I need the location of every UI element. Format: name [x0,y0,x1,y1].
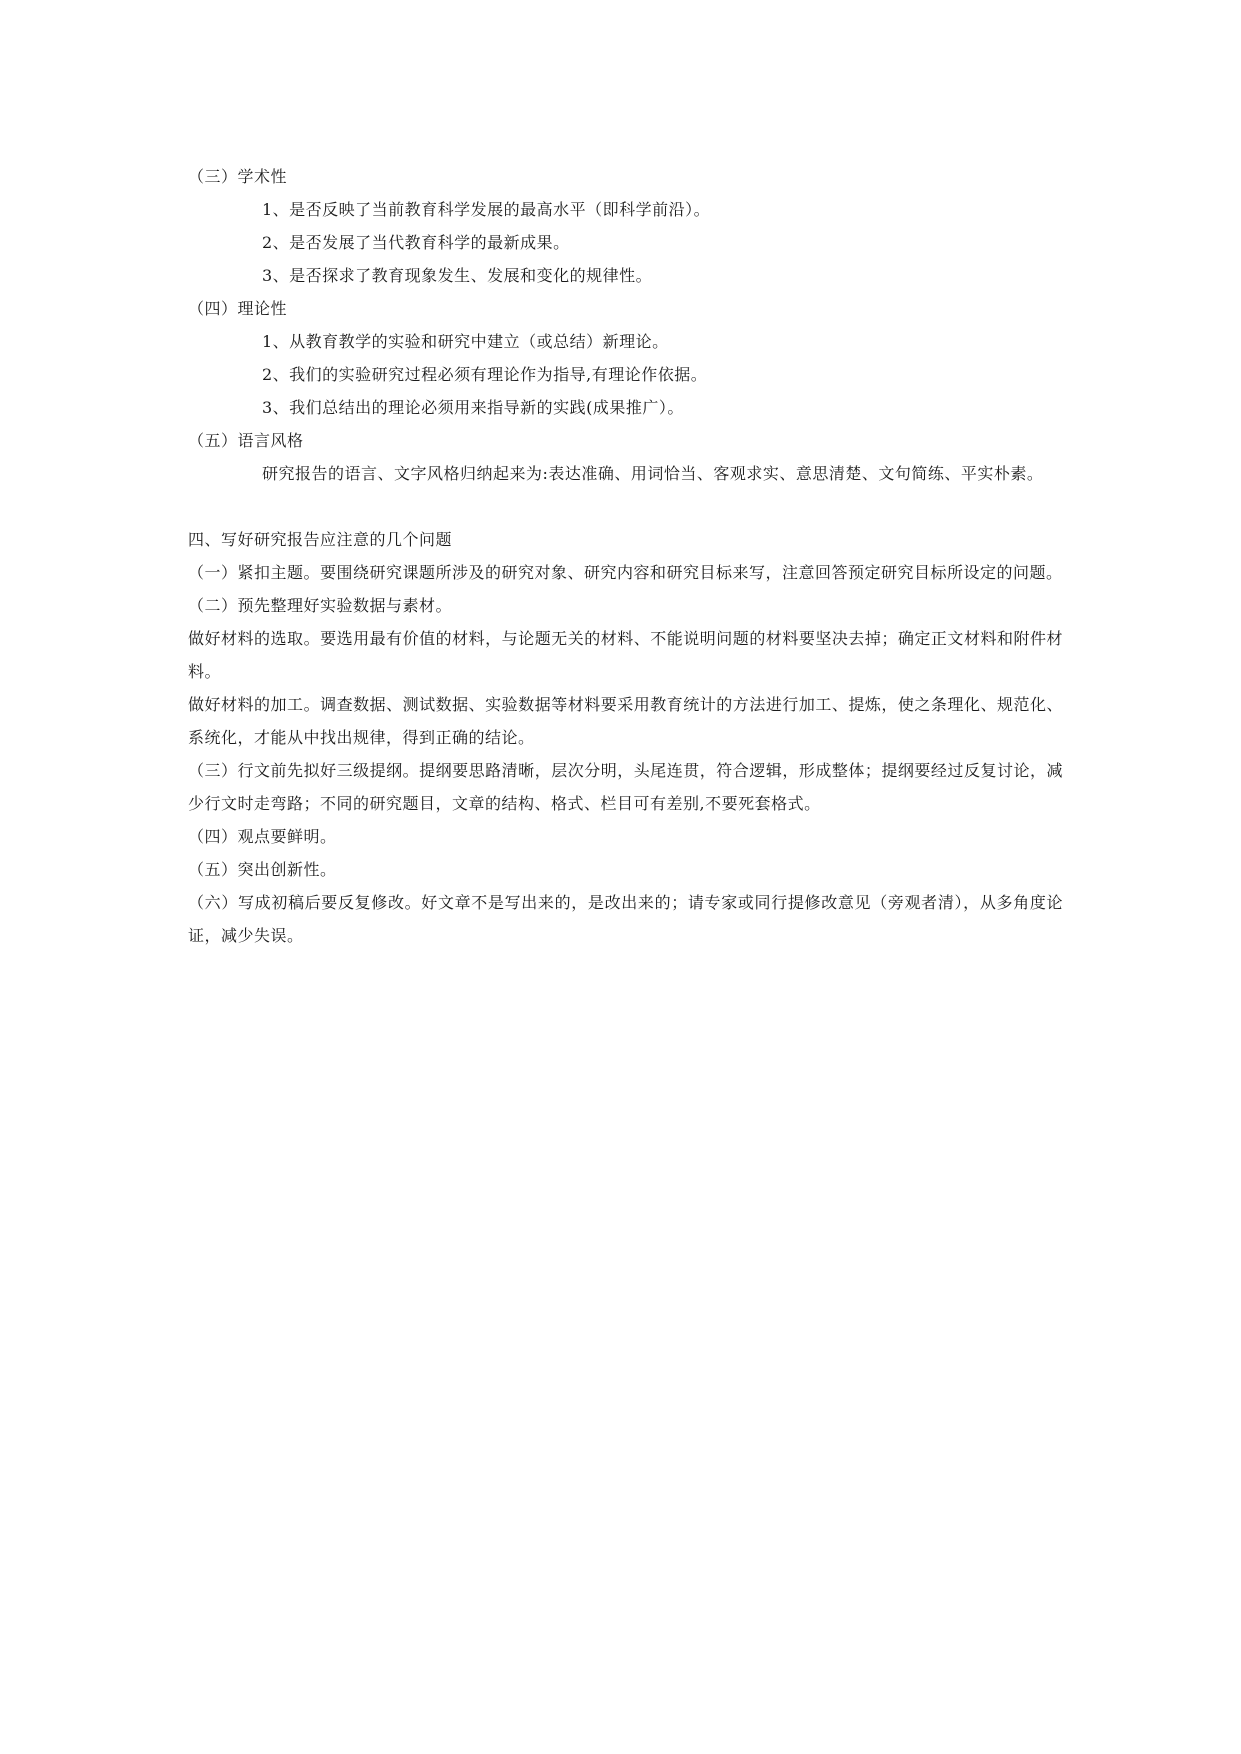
paragraph-issue: 做好材料的加工。调查数据、测试数据、实验数据等材料要采用教育统计的方法进行加工、提炼，使之条理化、规范化、系统化，才能从中找出规律，得到正确的结论。 [188,695,1063,747]
paragraph-language-style: 研究报告的语言、文字风格归纳起来为:表达准确、用词恰当、客观求实、意思清楚、文句简练、平实朴素。 [262,464,1044,483]
part-heading-writing-issues: 四、写好研究报告应注意的几个问题 [188,530,453,549]
list-item: 3、是否探求了教育现象发生、发展和变化的规律性。 [262,266,653,285]
paragraph-issue: 做好材料的选取。要选用最有价值的材料，与论题无关的材料、不能说明问题的材料要坚决去掉；确定正文材料和附件材料。 [188,629,1063,681]
paragraph-issue: （三）行文前先拟好三级提纲。提纲要思路清晰，层次分明，头尾连贯，符合逻辑，形成整体；提纲要经过反复讨论，减少行文时走弯路；不同的研究题目，文章的结构、格式、栏目可有差别,不要死套格式。 [188,761,1063,813]
section-heading-theory: （四）理论性 [188,299,288,318]
paragraph-issue: （五）突出创新性。 [188,860,337,879]
section-heading-language-style: （五）语言风格 [188,431,304,450]
paragraph-issue: （四）观点要鲜明。 [188,827,337,846]
list-item: 1、从教育教学的实验和研究中建立（或总结）新理论。 [262,332,669,351]
paragraph-issue: （二）预先整理好实验数据与素材。 [188,596,453,615]
section-heading-academic: （三）学术性 [188,167,288,186]
document-body [188,160,1063,952]
list-item: 2、我们的实验研究过程必须有理论作为指导,有理论作依据。 [262,365,708,384]
paragraph-issue: （六）写成初稿后要反复修改。好文章不是写出来的，是改出来的；请专家或同行提修改意见（旁观者清），从多角度论证，减少失误。 [188,893,1063,945]
list-item: 2、是否发展了当代教育科学的最新成果。 [262,233,570,252]
list-item: 1、是否反映了当前教育科学发展的最高水平（即科学前沿）。 [262,200,711,219]
paragraph-issue: （一）紧扣主题。要围绕研究课题所涉及的研究对象、研究内容和研究目标来写，注意回答预定研究目标所设定的问题。 [188,563,1063,582]
spacer [188,490,1063,523]
list-item: 3、我们总结出的理论必须用来指导新的实践(成果推广）。 [262,398,684,417]
